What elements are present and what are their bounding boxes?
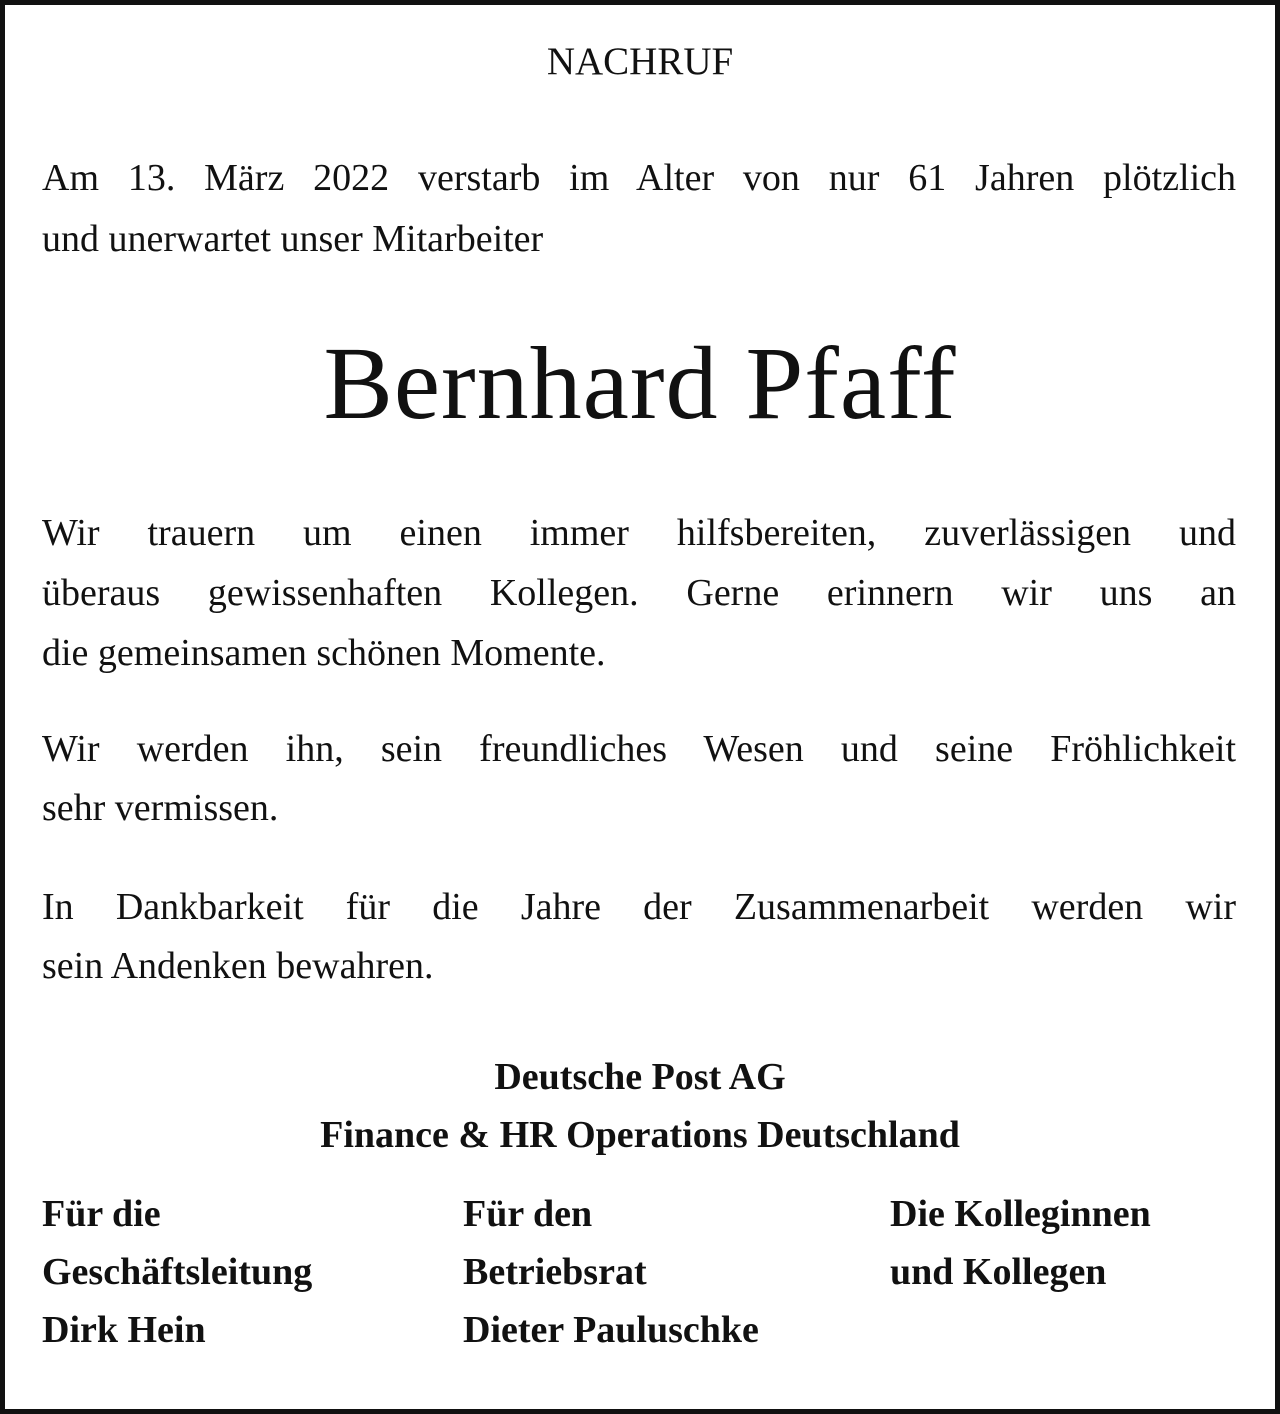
paragraph-line: überaus gewissenhaften Kollegen. Gerne erinnern wir uns an bbox=[42, 572, 1236, 614]
signature-line: Für den bbox=[463, 1193, 593, 1235]
intro-text bbox=[42, 148, 1236, 270]
intro-line: Am 13. März 2022 verstarb im Alter von nur 61 Jahren plötzlich bbox=[42, 157, 1236, 199]
paragraph-missing bbox=[42, 720, 1236, 838]
signature-line: Für die bbox=[42, 1193, 161, 1235]
paragraph-line: sein Andenken bewahren. bbox=[42, 945, 434, 987]
signature-line: Dieter Pauluschke bbox=[463, 1309, 759, 1351]
intro-line: und unerwartet unser Mitarbeiter bbox=[42, 218, 544, 260]
paragraph-line: sehr vermissen. bbox=[42, 787, 279, 829]
deceased-name: Bernhard Pfaff bbox=[323, 326, 957, 441]
paragraph-line: In Dankbarkeit für die Jahre der Zusammenarbeit werden wir bbox=[42, 886, 1236, 928]
signature-line: Geschäftsleitung bbox=[42, 1251, 313, 1293]
paragraph-line: Wir werden ihn, sein freundliches Wesen und seine Fröhlichkeit bbox=[42, 728, 1236, 770]
signature-line: Die Kolleginnen bbox=[890, 1193, 1151, 1235]
paragraph-line: die gemeinsamen schönen Momente. bbox=[42, 632, 606, 674]
paragraph-line: Wir trauern um einen immer hilfsbereiten, zuverlässigen und bbox=[42, 512, 1236, 554]
paragraph-gratitude bbox=[42, 878, 1236, 996]
organization-division: Finance & HR Operations Deutschland bbox=[320, 1114, 960, 1156]
signature-management bbox=[42, 1185, 312, 1359]
signature-line: Betriebsrat bbox=[463, 1251, 647, 1293]
signature-line: und Kollegen bbox=[890, 1251, 1107, 1293]
obituary-heading: NACHRUF bbox=[546, 40, 734, 83]
signature-colleagues bbox=[890, 1185, 1151, 1301]
signature-line: Dirk Hein bbox=[42, 1309, 206, 1351]
signature-works-council bbox=[463, 1185, 759, 1359]
organization-name: Deutsche Post AG bbox=[494, 1056, 786, 1098]
paragraph-mourning bbox=[42, 503, 1236, 683]
